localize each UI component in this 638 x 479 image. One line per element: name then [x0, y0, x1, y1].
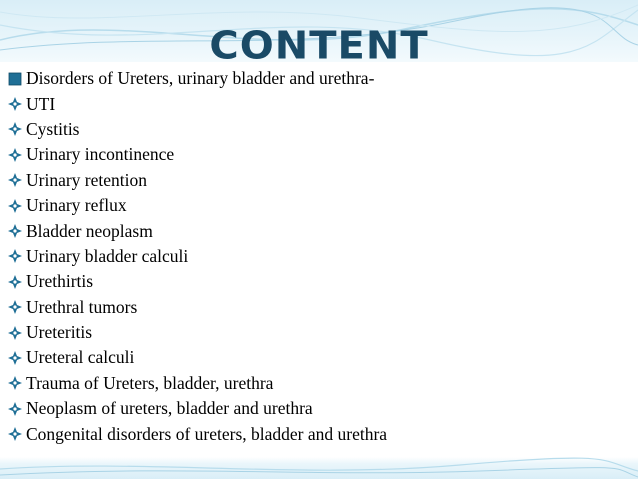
- list-item-text: Urinary reflux: [26, 195, 127, 216]
- list-item: [6, 421, 387, 446]
- diamond-icon: [6, 425, 24, 443]
- list-item-text: Urinary incontinence: [26, 144, 175, 165]
- diamond-icon: [6, 222, 24, 240]
- list-item: [6, 371, 387, 396]
- list-item: [6, 117, 387, 142]
- diamond-icon: [6, 120, 24, 138]
- diamond-icon: [6, 298, 24, 316]
- list-item-text: Cystitis: [26, 118, 80, 139]
- square-icon: [6, 70, 24, 88]
- list-item-text: UTI: [26, 93, 56, 114]
- list-item: [6, 142, 387, 167]
- list-item-text: Urethirtis: [26, 271, 94, 292]
- diamond-icon: [6, 171, 24, 189]
- list-item: [6, 269, 387, 294]
- diamond-icon: [6, 197, 24, 215]
- diamond-icon: [6, 324, 24, 342]
- diamond-icon: [6, 374, 24, 392]
- content-list: [6, 66, 387, 447]
- list-item: [6, 396, 387, 421]
- list-item-text: Neoplasm of ureters, bladder and urethra: [26, 398, 313, 419]
- diamond-icon: [6, 400, 24, 418]
- list-item-text: Urinary retention: [26, 169, 147, 190]
- footer-wave-band: [0, 457, 638, 479]
- list-item: [6, 345, 387, 370]
- diamond-icon: [6, 247, 24, 265]
- diamond-icon: [6, 95, 24, 113]
- list-item-text: Urinary bladder calculi: [26, 245, 189, 266]
- list-item-text: Trauma of Ureters, bladder, urethra: [26, 372, 274, 393]
- list-item: [6, 295, 387, 320]
- list-item: [6, 218, 387, 243]
- list-item-text: Disorders of Ureters, urinary bladder and urethra-: [26, 68, 375, 89]
- diamond-icon: [6, 273, 24, 291]
- list-item: [6, 168, 387, 193]
- list-item-text: Congenital disorders of ureters, bladder and urethra: [26, 423, 388, 444]
- list-item: [6, 193, 387, 218]
- list-item-text: Ureteral calculi: [26, 347, 135, 368]
- list-item: [6, 66, 387, 91]
- slide-title: CONTENT: [209, 24, 429, 68]
- diamond-icon: [6, 349, 24, 367]
- list-item: [6, 244, 387, 269]
- list-item-text: Ureteritis: [26, 322, 93, 343]
- list-item-text: Urethral tumors: [26, 296, 138, 317]
- list-item: [6, 91, 387, 116]
- list-item: [6, 320, 387, 345]
- list-item-text: Bladder neoplasm: [26, 220, 153, 241]
- diamond-icon: [6, 146, 24, 164]
